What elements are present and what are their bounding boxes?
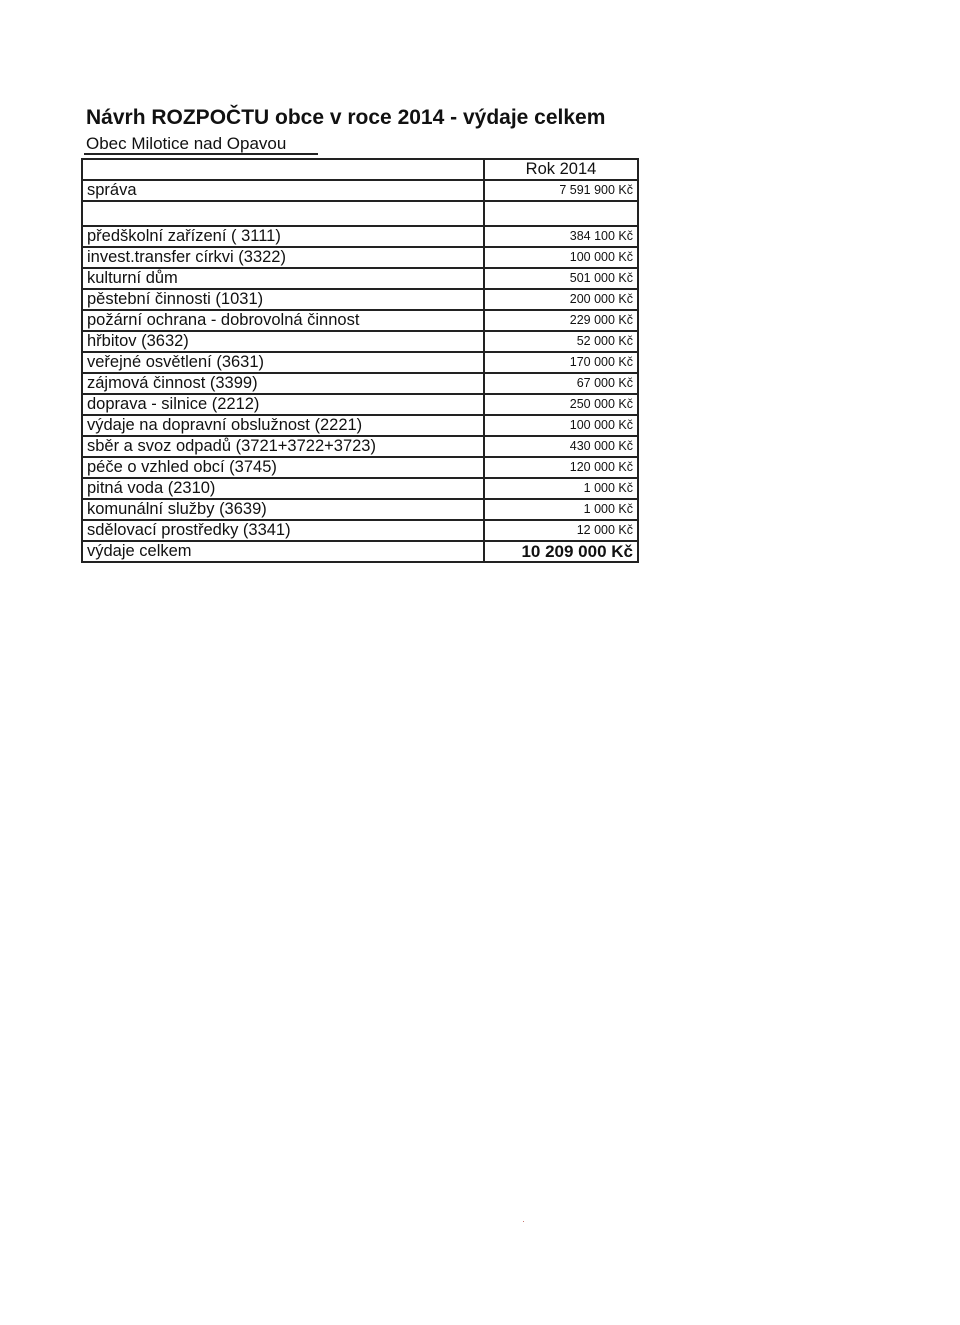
row-label: komunální služby (3639) (82, 499, 484, 520)
table-header-row (82, 159, 638, 180)
table-row (82, 394, 638, 415)
row-value: 384 100 Kč (484, 226, 638, 247)
table-row (82, 436, 638, 457)
document-title: Návrh ROZPOČTU obce v roce 2014 - výdaje celkem (86, 106, 606, 129)
row-label: hřbitov (3632) (82, 331, 484, 352)
table-row (82, 310, 638, 331)
table-row (82, 478, 638, 499)
row-value: 52 000 Kč (484, 331, 638, 352)
row-value: 12 000 Kč (484, 520, 638, 541)
row-value: 120 000 Kč (484, 457, 638, 478)
scan-speck: · (522, 1216, 525, 1226)
row-label: předškolní zařízení ( 3111) (82, 226, 484, 247)
blank-value-cell (484, 201, 638, 226)
year-header: Rok 2014 (484, 159, 638, 180)
row-value: 100 000 Kč (484, 415, 638, 436)
row-label: zájmová činnost (3399) (82, 373, 484, 394)
row-label: požární ochrana - dobrovolná činnost (82, 310, 484, 331)
row-label: sdělovací prostředky (3341) (82, 520, 484, 541)
row-value: 430 000 Kč (484, 436, 638, 457)
row-label: péče o vzhled obcí (3745) (82, 457, 484, 478)
summary-value: 7 591 900 Kč (484, 180, 638, 201)
row-label: kulturní dům (82, 268, 484, 289)
document-subtitle: Obec Milotice nad Opavou (86, 134, 287, 153)
table-row (82, 373, 638, 394)
table-row (82, 520, 638, 541)
table-row (82, 331, 638, 352)
row-label: výdaje na dopravní obslužnost (2221) (82, 415, 484, 436)
row-label: veřejné osvětlení (3631) (82, 352, 484, 373)
row-label: doprava - silnice (2212) (82, 394, 484, 415)
row-value: 1 000 Kč (484, 499, 638, 520)
row-value: 200 000 Kč (484, 289, 638, 310)
subtitle-underline (84, 153, 318, 155)
row-label: pěstební činnosti (1031) (82, 289, 484, 310)
row-value: 250 000 Kč (484, 394, 638, 415)
row-value: 100 000 Kč (484, 247, 638, 268)
budget-table (81, 158, 639, 563)
table-row (82, 226, 638, 247)
table-row (82, 415, 638, 436)
total-row (82, 541, 638, 562)
summary-label: správa (82, 180, 484, 201)
table-row (82, 289, 638, 310)
blank-row (82, 201, 638, 226)
total-label: výdaje celkem (82, 541, 484, 562)
row-value: 170 000 Kč (484, 352, 638, 373)
table-row (82, 247, 638, 268)
row-value: 1 000 Kč (484, 478, 638, 499)
table-row (82, 499, 638, 520)
table-row (82, 457, 638, 478)
summary-row (82, 180, 638, 201)
header-label-cell (82, 159, 484, 180)
table-row (82, 268, 638, 289)
row-value: 67 000 Kč (484, 373, 638, 394)
blank-label-cell (82, 201, 484, 226)
row-label: sběr a svoz odpadů (3721+3722+3723) (82, 436, 484, 457)
row-label: invest.transfer církvi (3322) (82, 247, 484, 268)
row-label: pitná voda (2310) (82, 478, 484, 499)
row-value: 501 000 Kč (484, 268, 638, 289)
row-value: 229 000 Kč (484, 310, 638, 331)
total-value: 10 209 000 Kč (484, 541, 638, 562)
table-row (82, 352, 638, 373)
